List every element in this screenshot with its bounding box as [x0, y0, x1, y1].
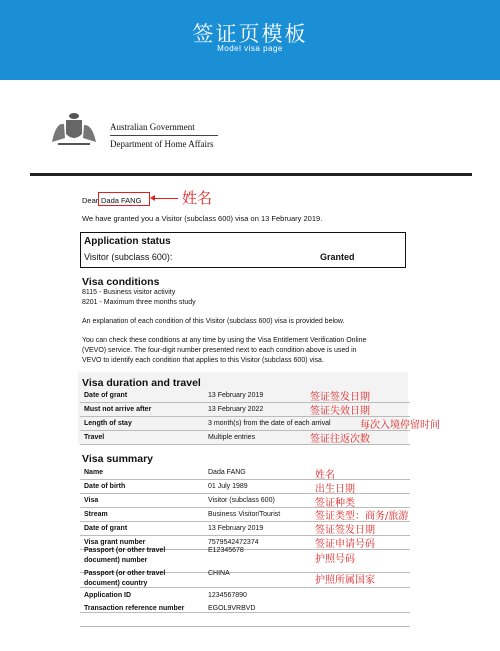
vevo-text-line: (VEVO) service. The four-digit number presented next to each condition above is used in: [82, 347, 357, 354]
row-key-line2: document) country: [84, 580, 148, 587]
row-key: Application ID: [84, 592, 132, 599]
granted-sentence: We have granted you a Visitor (subclass 600) visa on 13 February 2019.: [82, 214, 323, 223]
row-annotation: 签证签发日期: [315, 525, 375, 536]
row-value: 1234567890: [208, 592, 247, 599]
row-value: CHINA: [208, 570, 230, 577]
table-row: [80, 613, 410, 627]
conditions-title: Visa conditions: [82, 276, 160, 288]
row-annotation: 签证往返次数: [310, 434, 370, 445]
row-value: 13 February 2022: [208, 406, 264, 413]
duration-title: Visa duration and travel: [82, 377, 201, 389]
salutation-name: Dada FANG: [101, 196, 142, 205]
row-value: 01 July 1989: [208, 483, 248, 490]
row-key: Stream: [84, 511, 108, 518]
banner-subtitle: Model visa page: [217, 44, 283, 53]
row-key: Visa: [84, 497, 99, 504]
row-key-line2: document) number: [84, 557, 148, 564]
row-key: Transaction reference number: [84, 605, 185, 612]
letterhead-line2: Department of Home Affairs: [110, 139, 214, 149]
row-annotation: 签证类型：商务/旅游: [315, 511, 409, 522]
banner-title: 签证页模板: [192, 22, 308, 46]
row-key: Visa grant number: [84, 539, 146, 546]
row-key: Must not arrive after: [84, 406, 152, 413]
condition-item: 8201 - Maximum three months study: [82, 299, 196, 306]
row-key: Length of stay: [84, 420, 132, 427]
row-key: Date of grant: [84, 392, 128, 399]
conditions-explanation: An explanation of each condition of this Visitor (subclass 600) visa is provided below.: [82, 318, 345, 325]
row-value: EGOL9VRBVD: [208, 605, 256, 612]
row-annotation: 签证失效日期: [310, 406, 370, 417]
annotation-arrow: [152, 198, 178, 199]
status-visa-label: Visitor (subclass 600):: [84, 252, 173, 262]
row-value: 3 month(s) from the date of each arrival: [208, 420, 331, 427]
salutation-dear: Dear: [82, 196, 99, 205]
row-annotation: 签证签发日期: [310, 392, 370, 403]
condition-item: 8115 - Business visitor activity: [82, 289, 176, 296]
row-annotation: 姓名: [315, 470, 335, 481]
row-annotation: 护照所属国家: [315, 575, 375, 586]
row-annotation: 签证申请号码: [315, 539, 375, 550]
status-value: Granted: [320, 252, 355, 262]
row-value: E12345678: [208, 547, 244, 554]
letterhead-rule: [30, 173, 472, 176]
letterhead-line1: Australian Government: [110, 122, 195, 132]
row-value: Visitor (subclass 600): [208, 497, 275, 504]
row-value: Dada FANG: [208, 469, 246, 476]
row-value: Business Visitor/Tourist: [208, 511, 281, 518]
row-annotation: 签证种类: [315, 498, 355, 509]
header-banner: [0, 0, 500, 80]
row-key: Travel: [84, 434, 105, 441]
row-key: Passport (or other travel: [84, 570, 166, 577]
name-annotation: 姓名: [182, 189, 213, 207]
row-annotation: 护照号码: [315, 554, 355, 565]
row-key: Name: [84, 469, 104, 476]
row-key: Passport (or other travel: [84, 547, 166, 554]
row-value: Multiple entries: [208, 434, 256, 441]
row-key: Date of grant: [84, 525, 128, 532]
status-title: Application status: [84, 236, 171, 247]
vevo-text-line: You can check these conditions at any time by using the Visa Entitlement Verification Online: [82, 337, 367, 344]
row-value: 13 February 2019: [208, 392, 264, 399]
row-value: 13 February 2019: [208, 525, 264, 532]
vevo-text-line: VEVO to identify each condition that applies to this Visitor (subclass 600) visa.: [82, 357, 324, 364]
row-value: 7579542472374: [208, 539, 259, 546]
letterhead-divider: [110, 135, 218, 136]
row-key: Date of birth: [84, 483, 126, 490]
coat-of-arms-icon: [48, 112, 100, 148]
summary-title: Visa summary: [82, 453, 154, 465]
row-annotation: 出生日期: [315, 484, 355, 495]
row-annotation: 每次入境停留时间: [360, 420, 440, 431]
